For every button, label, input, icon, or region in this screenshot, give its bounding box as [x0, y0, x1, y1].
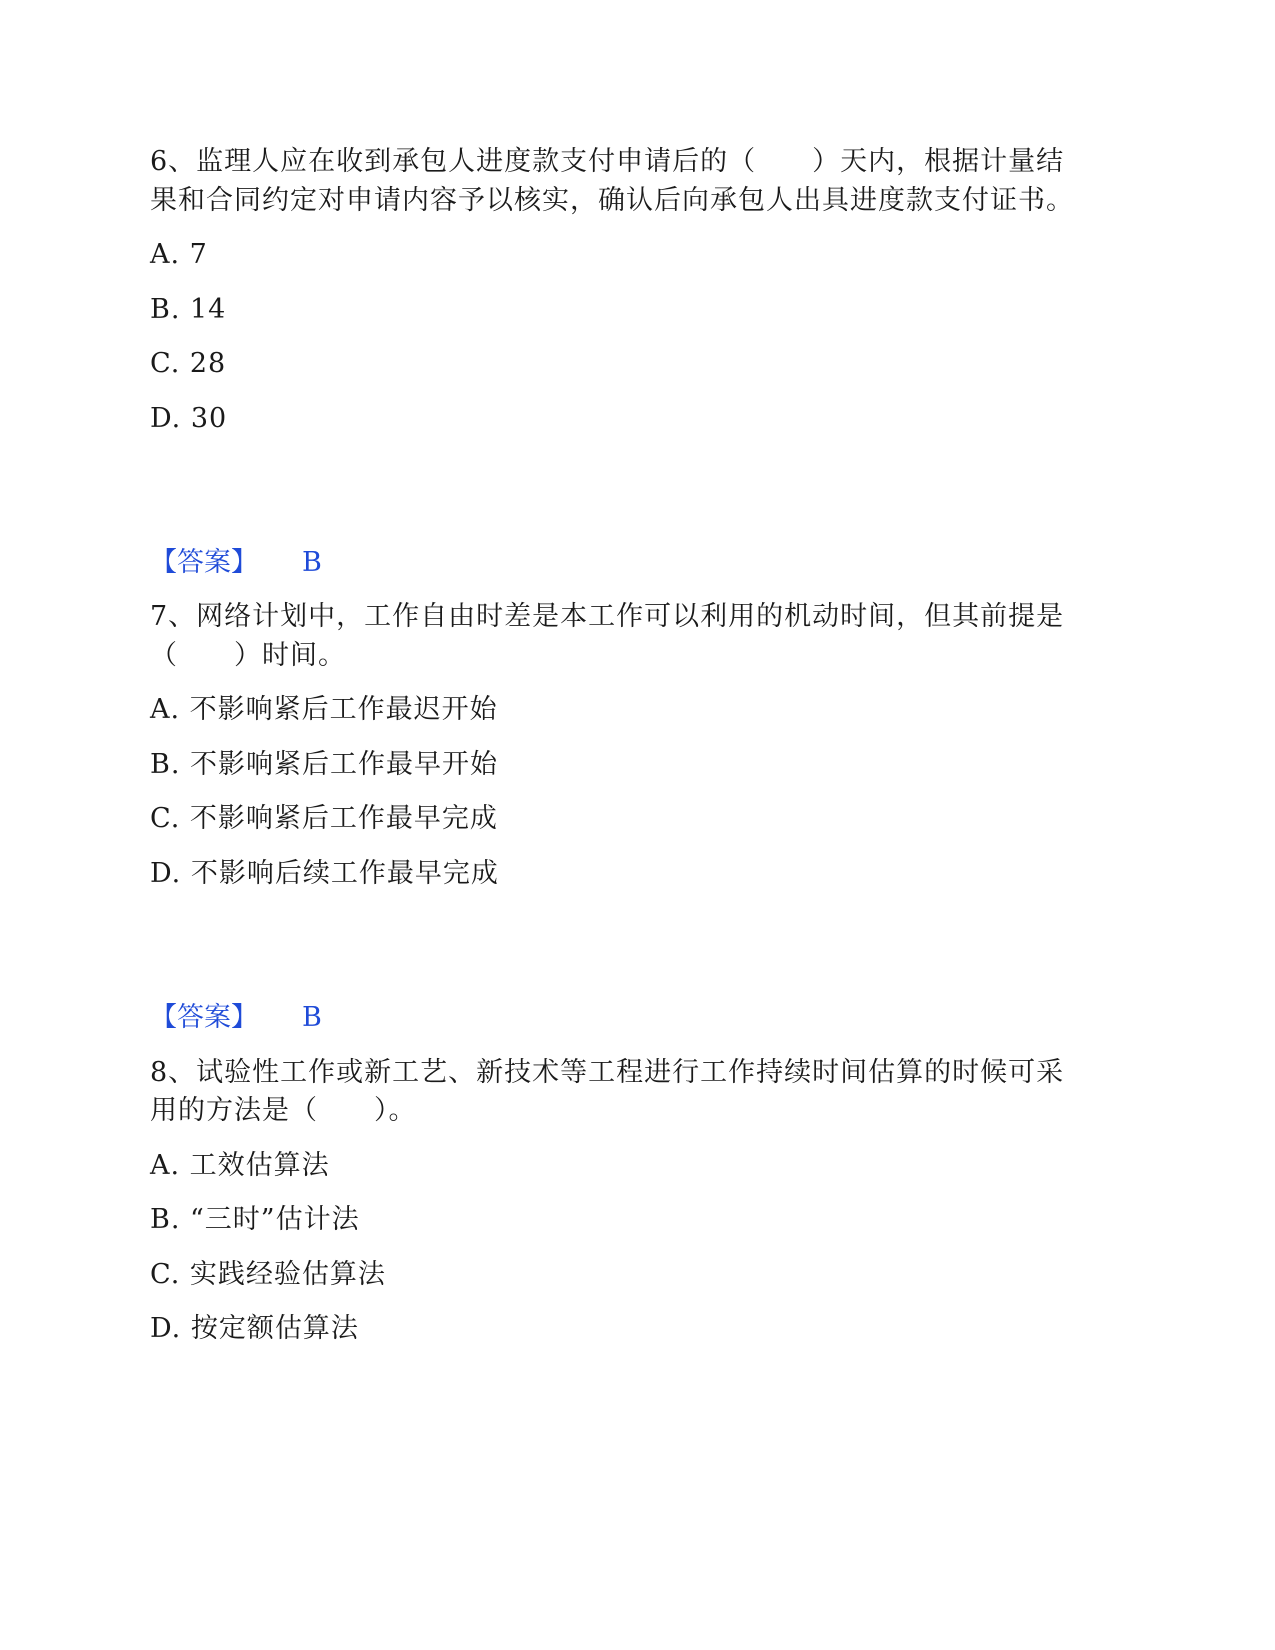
- answer-label: 【答案】: [150, 547, 258, 578]
- answer-value: B: [302, 1002, 322, 1033]
- answer-label: 【答案】: [150, 1002, 258, 1033]
- question-6-option-d: D. 30: [150, 403, 228, 434]
- question-7-option-a: A. 不影响紧后工作最迟开始: [150, 694, 498, 725]
- question-8-option-b: B. “三时”估计法: [150, 1204, 360, 1235]
- question-6-option-c: C. 28: [150, 348, 227, 379]
- question-7-option-d: D. 不影响后续工作最早完成: [150, 858, 499, 889]
- question-6-answer: [150, 544, 322, 582]
- question-8-option-c: C. 实践经验估算法: [150, 1259, 386, 1290]
- question-8-option-d: D. 按定额估算法: [150, 1313, 359, 1344]
- question-7-option-b: B. 不影响紧后工作最早开始: [150, 749, 499, 780]
- question-8-option-a: A. 工效估算法: [150, 1150, 330, 1181]
- question-6-stem-line-1: 6、监理人应在收到承包人进度款支付申请后的（ ）天内，根据计量结: [150, 146, 1065, 177]
- question-7-option-c: C. 不影响紧后工作最早完成: [150, 803, 498, 834]
- question-7-answer: [150, 999, 322, 1037]
- question-7-stem-line-2: （ ）时间。: [150, 640, 346, 671]
- question-6-option-a: A. 7: [150, 239, 208, 270]
- question-8-stem-line-1: 8、试验性工作或新工艺、新技术等工程进行工作持续时间估算的时候可采: [150, 1057, 1065, 1088]
- answer-value: B: [302, 547, 322, 578]
- question-7-stem-line-1: 7、网络计划中，工作自由时差是本工作可以利用的机动时间，但其前提是: [150, 601, 1065, 632]
- question-6-option-b: B. 14: [150, 294, 227, 325]
- question-8-stem-line-2: 用的方法是（ ）。: [150, 1095, 417, 1126]
- question-6-stem-line-2: 果和合同约定对申请内容予以核实，确认后向承包人出具进度款支付证书。: [150, 185, 1074, 216]
